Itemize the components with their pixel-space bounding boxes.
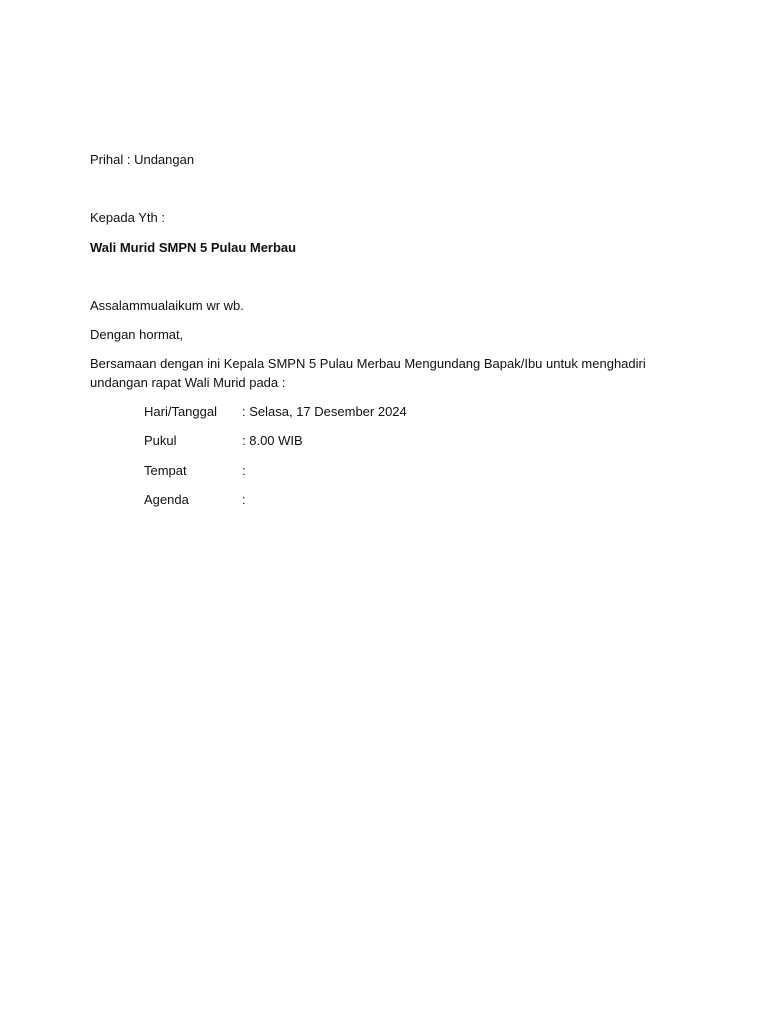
recipient-label: Kepada Yth : bbox=[90, 210, 165, 225]
detail-value: : Selasa, 17 Desember 2024 bbox=[242, 404, 407, 419]
detail-row-agenda bbox=[144, 490, 246, 509]
body-paragraph bbox=[90, 354, 650, 392]
detail-label: Agenda bbox=[144, 492, 189, 507]
body-line: Bersamaan dengan ini Kepala SMPN 5 Pulau Merbau Mengundang Bapak/Ibu untuk menghadiri bbox=[90, 356, 646, 371]
letter-subject: Prihal : Undangan bbox=[90, 152, 195, 167]
detail-row-time bbox=[144, 431, 303, 450]
detail-value: : 8.00 WIB bbox=[242, 433, 303, 448]
greeting: Assalammualaikum wr wb. bbox=[90, 298, 244, 313]
salutation: Dengan hormat, bbox=[90, 327, 184, 342]
detail-row-date bbox=[144, 402, 407, 421]
detail-label: Pukul bbox=[144, 433, 177, 448]
detail-value: : bbox=[242, 492, 246, 507]
detail-label: Tempat bbox=[144, 463, 187, 478]
detail-label: Hari/Tanggal bbox=[144, 404, 217, 419]
detail-value: : bbox=[242, 463, 246, 478]
body-line: undangan rapat Wali Murid pada : bbox=[90, 375, 286, 390]
detail-row-place bbox=[144, 461, 246, 480]
recipient-name: Wali Murid SMPN 5 Pulau Merbau bbox=[90, 240, 297, 255]
